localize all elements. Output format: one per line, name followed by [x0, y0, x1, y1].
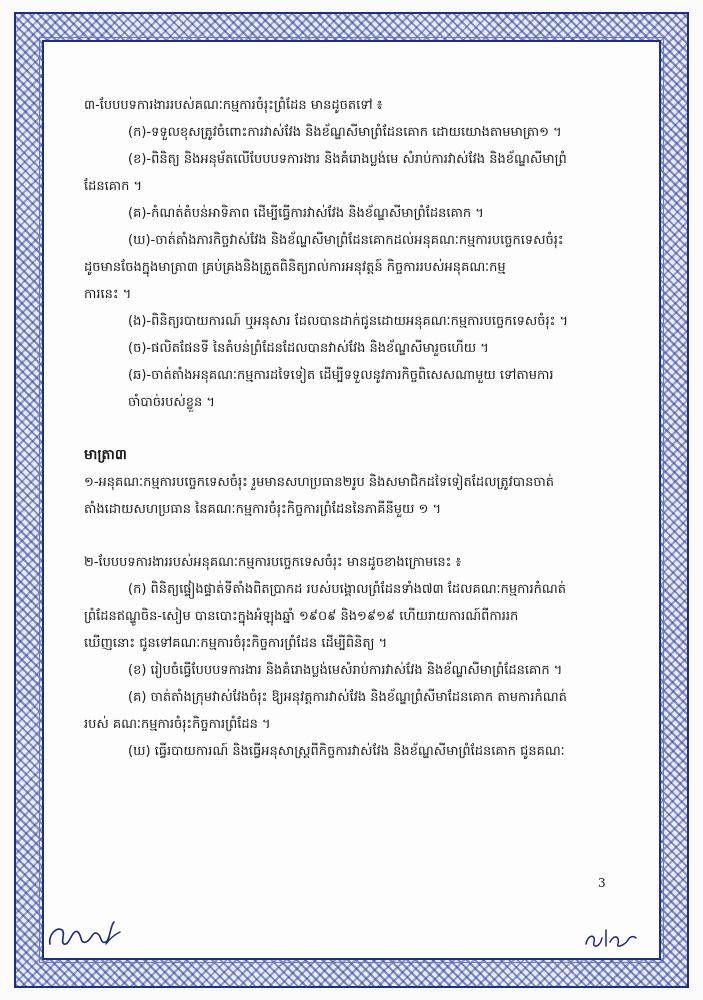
page-number: 3: [598, 876, 606, 890]
list-item-continuation: ព្រំដែនឥណ្ឌូចិន-សៀម បានបោះក្នុងអំឡុងឆ្នាំ ១៩០៩ និង១៩១៩ ហើយរាយការណ៍ពីការរក: [84, 609, 519, 624]
list-item: (ច)-ផលិតផែនទី នៃតំបន់ព្រំដែនដែលបានវាស់វែង និងខ័ណ្ឌសីមារួចហើយ ។: [128, 341, 489, 356]
list-item: (ក)-ទទួលខុសត្រូវចំពោះការវាស់វែង និងខ័ណ្ឌសីមាព្រំដែនគោក ដោយយោងតាមមាត្រា១ ។: [128, 125, 562, 140]
section-title: ២-បែបបទការងាររបស់អនុគណៈកម្មការបច្ចេកទេសចំរុះ មានដូចខាងក្រោមនេះ ៖: [84, 555, 462, 570]
paragraph-line: តាំងដោយសហប្រធាន នៃគណៈកម្មការចំរុះកិច្ចការព្រំដែននៃភាគីនីមួយ ១ ។: [84, 502, 442, 517]
list-item: (ខ) រៀបចំធ្វើបែបបទការងារ និងគំរោងប្លង់មេសំរាប់ការវាស់វែង និងខ័ណ្ឌសីមាព្រំដែនគោក ។: [128, 663, 563, 678]
list-item: (ឃ)-ចាត់តាំងភារកិច្ចវាស់វែង និងខ័ណ្ឌសីមាព្រំដែនគោកដល់អនុគណៈកម្មការបច្ចេកទេសចំរុះ: [128, 233, 564, 248]
list-item-continuation: ឃើញនោះ ជូនទៅគណៈកម្មការចំរុះកិច្ចការព្រំដែន ដើម្បីពិនិត្យ ។: [84, 636, 388, 651]
list-item-continuation: ដូចមានចែងក្នុងមាត្រា៣ គ្រប់គ្រងនិងត្រួតពិនិត្យរាល់ការអនុវត្តន៍ កិច្ចការរបស់អនុគណៈកម្ម: [84, 260, 506, 275]
list-item-continuation: ការនេះ ។: [84, 287, 132, 302]
list-item: (ក) ពិនិត្យផ្ទៀងផ្ទាត់ទីតាំងពិតប្រាកដ របស់បង្គោលព្រំដែនទាំង៧៣ ដែលគណៈកម្មការកំណត់: [128, 582, 566, 597]
signature-right: [580, 920, 640, 954]
list-item: (ឃ) ធ្វើរបាយការណ៍ និងធ្វើអនុសាស្ត្រពីកិច្ចការវាស់វែង និងខ័ណ្ឌសីមាព្រំដែនគោក ជូនគណៈ: [128, 744, 565, 759]
list-item: (ង)-ពិនិត្យរបាយការណ៍ ឬអនុសារ ដែលបានដាក់ជូនដោយអនុគណៈកម្មការបច្ចេកទេសចំរុះ ។: [128, 314, 569, 329]
list-item: (គ) ចាត់តាំងក្រុមវាស់វែងចំរុះ ឱ្យអនុវត្តការវាស់វែង និងខ័ណ្ឌព្រំសីមាដែនគោក តាមការកំណត់: [128, 690, 567, 705]
signature-left: [44, 914, 124, 954]
paragraph-line: ១-អនុគណៈកម្មការបច្ចេកទេសចំរុះ រួមមានសហប្រធាន២រូប និងសមាជិកដទៃទៀតដែលត្រូវបានចាត់: [84, 475, 555, 490]
section-title: ៣-បែបបទការងាររបស់គណៈកម្មការចំរុះព្រំដែន មានដូចតទៅ ៖: [84, 98, 383, 113]
list-item: (ឆ)-ចាត់តាំងអនុគណៈកម្មការដទៃទៀត ដើម្បីទទួលនូវភារកិច្ចពិសេសណាមួយ ទៅតាមការ: [128, 368, 554, 383]
list-item-continuation: របស់ គណៈកម្មការចំរុះកិច្ចការព្រំដែន ។: [84, 717, 271, 732]
list-item: (គ)-កំណត់តំបន់អាទិភាព ដើម្បីធ្វើការវាស់វែង និងខ័ណ្ឌសីមាព្រំដែនគោក ។: [128, 206, 484, 221]
list-item-continuation: ចាំបាច់របស់ខ្លួន ។: [128, 395, 215, 410]
list-item: (ខ)-ពិនិត្យ និងអនុម័តលើបែបបទការងារ និងគំរោងប្លង់មេ សំរាប់ការវាស់វែង និងខ័ណ្ឌសីមាព្រំ: [128, 152, 567, 167]
article-heading: មាត្រា៣: [84, 447, 127, 463]
list-item-continuation: ដែនគោក ។: [84, 179, 143, 194]
document-body: [84, 92, 624, 765]
